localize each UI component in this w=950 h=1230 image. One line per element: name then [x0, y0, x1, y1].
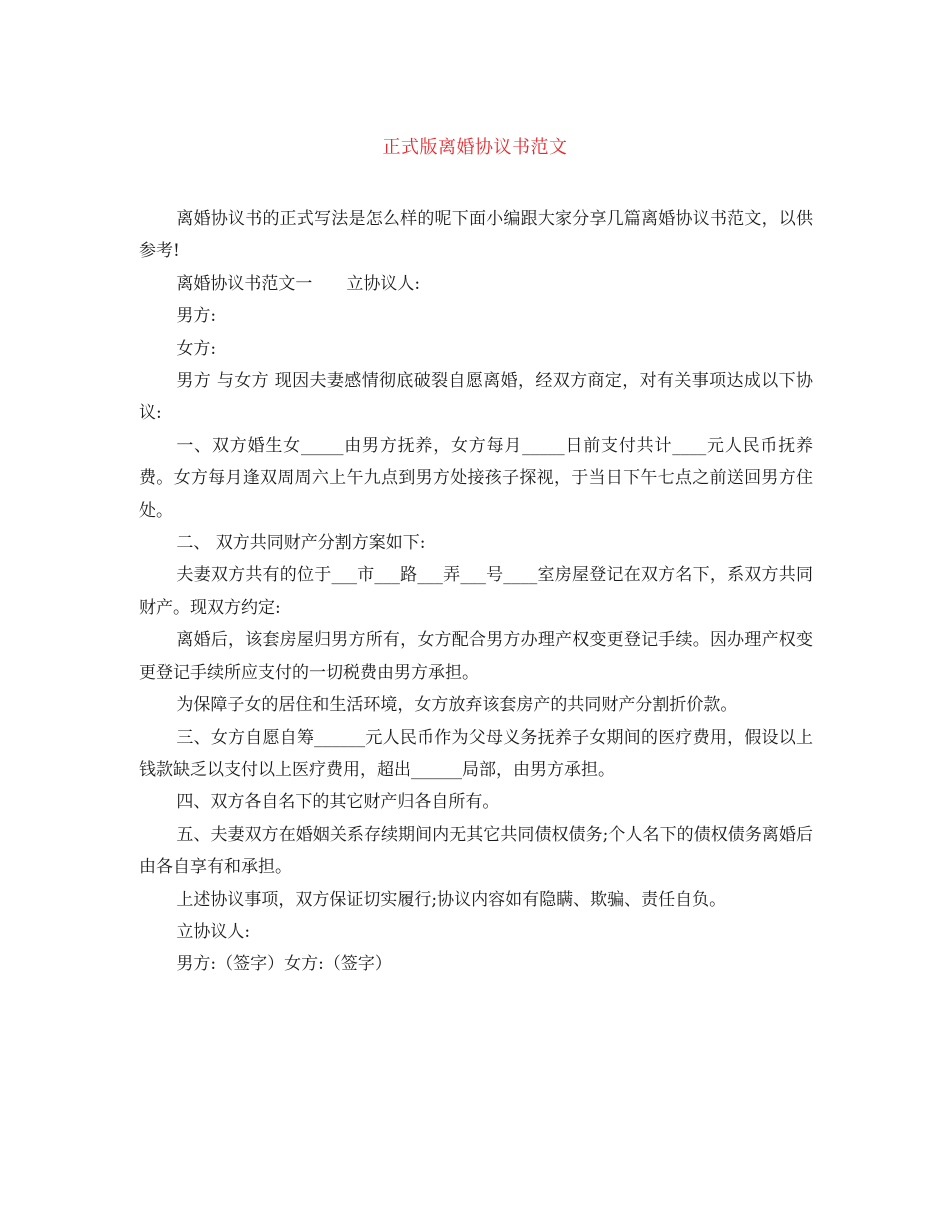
clause-3-medical-costs: 三、女方自愿自筹______元人民币作为父母义务抚养子女期间的医疗费用，假设以上钱款缺乏以支付以上医疗费用，超出______局部，由男方承担。	[139, 727, 813, 780]
clause-2-property: 夫妻双方共有的位于___市___路___弄___号____室房屋登记在双方名下，系双方共同财产。现双方约定:	[139, 565, 813, 618]
party-female: 女方:	[176, 338, 217, 359]
party-male: 男方:	[176, 306, 217, 327]
intro-paragraph: 离婚协议书的正式写法是怎么样的呢下面小编跟大家分享几篇离婚协议书范文，以供参考!	[139, 209, 813, 262]
sample-heading: 离婚协议书范文一 立协议人:	[176, 273, 421, 294]
clause-4-other-property: 四、双方各自名下的其它财产归各自所有。	[176, 792, 500, 813]
document-body	[139, 203, 813, 981]
clause-2-waiver: 为保障子女的居住和生活环境，女方放弃该套房产的共同财产分割折价款。	[176, 695, 738, 716]
signatories-label: 立协议人:	[176, 921, 251, 942]
clause-5-debts: 五、夫妻双方在婚姻关系存续期间内无其它共同债权债务;个人名下的债权债务离婚后由各自享有和承担。	[139, 824, 813, 878]
clause-2-house-transfer: 离婚后，该套房屋归男方所有，女方配合男方办理产权变更登记手续。因办理产权变更登记手续所应支付的一切税费由男方承担。	[139, 630, 813, 683]
clause-1-child-custody: 一、双方婚生女_____由男方抚养，女方每月_____日前支付共计____元人民币抚养费。女方每月逢双周周六上午九点到男方处接孩子探视，于当日下午七点之前送回男方住处。	[139, 435, 813, 521]
document-title: 正式版离婚协议书范文	[382, 137, 568, 158]
signature-line: 男方:（签字）女方:（签字）	[176, 954, 392, 975]
performance-guarantee: 上述协议事项，双方保证切实履行;协议内容如有隐瞒、欺骗、责任自负。	[176, 889, 727, 910]
clause-2-heading: 二、 双方共同财产分割方案如下:	[176, 533, 426, 554]
agreement-preamble: 男方 与女方 现因夫妻感情彻底破裂自愿离婚，经双方商定，对有关事项达成以下协议:	[139, 371, 813, 424]
